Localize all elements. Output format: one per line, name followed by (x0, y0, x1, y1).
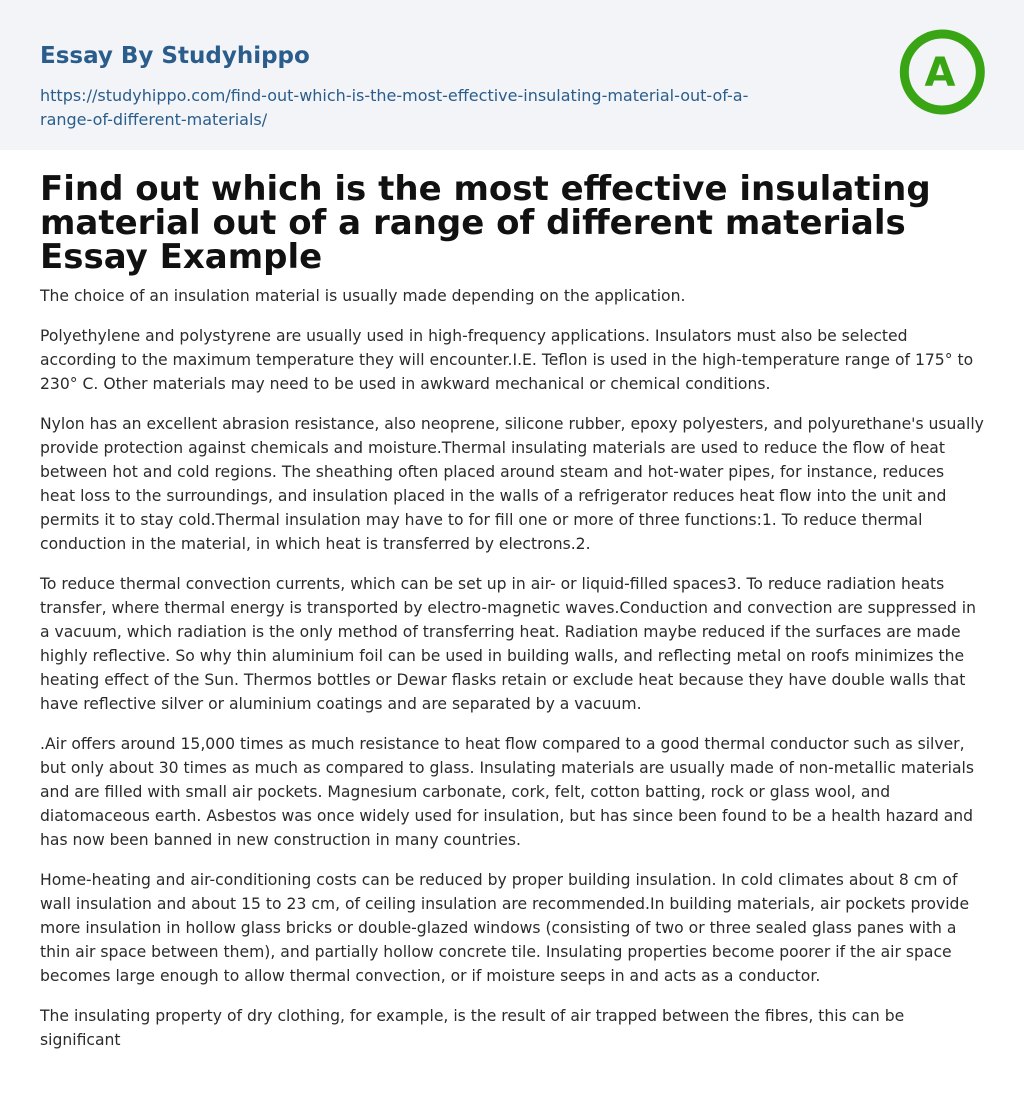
article-paragraph: To reduce thermal convection currents, which can be set up in air- or liquid-filled spaces3. To reduce radiation heats transfer, where thermal energy is transported by electro-magnetic waves.Conduction and convection are suppressed in a vacuum, which radiation is the only method of transferring heat. Radiation maybe reduced if the surfaces are made highly reflective. So why thin aluminium foil can be used in building walls, and reflecting metal on roofs minimizes the heating effect of the Sun. Thermos bottles or Dewar flasks retain or exclude heat because they have double walls that have reflective silver or aluminium coatings and are separated by a vacuum. (40, 575, 977, 713)
page-title: Find out which is the most effective insulating material out of a range of different materials Essay Example (40, 169, 931, 277)
site-title[interactable]: Essay By Studyhippo (40, 43, 310, 69)
studyhippo-logo-icon[interactable] (898, 28, 986, 116)
article-paragraph: Polyethylene and polystyrene are usually used in high-frequency applications. Insulators must also be selected according to the maximum temperature they will encounter.I.E. Teflon is used in the high-temperature range of 175° to 230° C. Other materials may need to be used in awkward mechanical or chemical conditions. (40, 327, 974, 393)
logo-letter: A (924, 50, 956, 96)
article-body (0, 150, 1024, 1052)
site-header (0, 0, 1024, 150)
article-url-link[interactable]: https://studyhippo.com/find-out-which-is-the-most-effective-insulating-material-out-of-a-range-of-different-materials/ (40, 86, 749, 129)
article-paragraph: .Air offers around 15,000 times as much resistance to heat flow compared to a good thermal conductor such as silver, but only about 30 times as much as compared to glass. Insulating materials are usually made of non-metallic materials and are filled with small air pockets. Magnesium carbonate, cork, felt, cotton batting, rock or glass wool, and diatomaceous earth. Asbestos was once widely used for insulation, but has since been found to be a health hazard and has now been banned in new construction in many countries. (40, 735, 974, 849)
article-paragraph: The choice of an insulation material is usually made depending on the application. (40, 287, 686, 305)
article-paragraph: Home-heating and air-conditioning costs can be reduced by proper building insulation. In cold climates about 8 cm of wall insulation and about 15 to 23 cm, of ceiling insulation are recommended.In building materials, air pockets provide more insulation in hollow glass bricks or double-glazed windows (consisting of two or three sealed glass panes with a thin air space between them), and partially hollow concrete tile. Insulating properties become poorer if the air space becomes large enough to allow thermal convection, or if moisture seeps in and acts as a conductor. (40, 871, 970, 985)
article-paragraph: The insulating property of dry clothing, for example, is the result of air trapped between the fibres, this can be significant (40, 1007, 905, 1049)
article-paragraph: Nylon has an excellent abrasion resistance, also neoprene, silicone rubber, epoxy polyesters, and polyurethane's usually provide protection against chemicals and moisture.Thermal insulating materials are used to reduce the flow of heat between hot and cold regions. The sheathing often placed around steam and hot-water pipes, for instance, reduces heat loss to the surroundings, and insulation placed in the walls of a refrigerator reduces heat flow into the unit and permits it to stay cold.Thermal insulation may have to for fill one or more of three functions:1. To reduce thermal conduction in the material, in which heat is transferred by electrons.2. (40, 415, 984, 553)
